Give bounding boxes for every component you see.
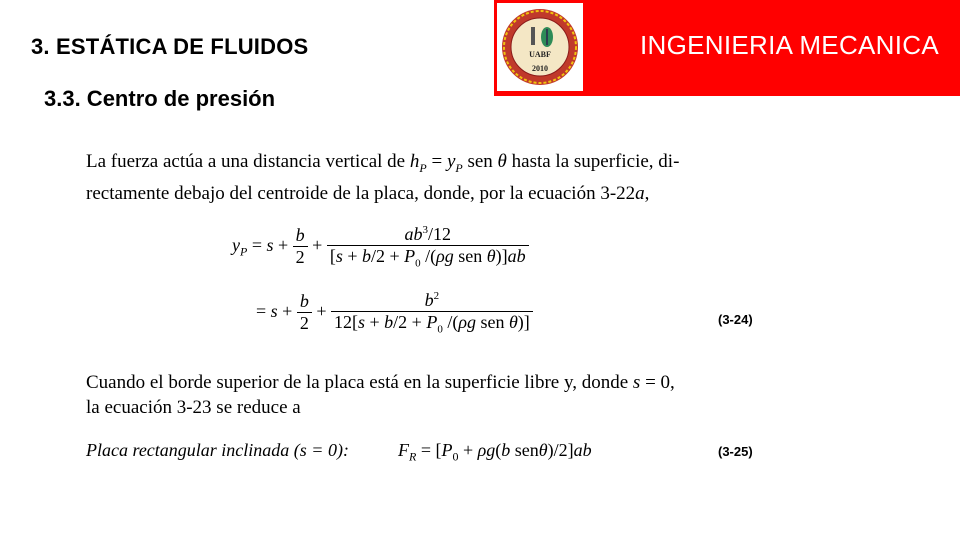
university-logo (497, 3, 583, 91)
equation-3-25: $F_R = [P_0 + \rho g(b$ senθ)/2]ab (398, 440, 592, 464)
para2-text-b: la ecuación 3-23 se reduce a (86, 397, 301, 418)
paragraph-1: La fuerza actúa a una distancia vertical de $h_P = y_P$ sen θ hasta la superficie, di- rectamente debajo del centroide de la placa, donde, por la ecuación 3-22a, (86, 151, 680, 204)
para2-text-a: Cuando el borde superior de la placa está en la superficie libre y, donde (86, 372, 629, 393)
equation-3-24: $y_P = s$ + $\frac{b}{2}$ + $\frac{ab^3/12}{[s + b/2 + P_0 /(\rho g sen \theta)]ab}$ = s + $\frac{b}{2}$ + $\frac{b^2}{12[s + b/2 + P_0 /(\rho g sen \theta)]}$ (232, 224, 772, 344)
logo-acronym: UABF (529, 50, 551, 59)
logo-year: 2010 (532, 64, 548, 73)
page-title: 3. ESTÁTICA DE FLUIDOS (31, 34, 309, 59)
banner-title: INGENIERIA MECANICA (640, 30, 939, 60)
case-label: Placa rectangular inclinada (s = 0): (86, 440, 349, 460)
paragraph-2: Cuando el borde superior de la placa está en la superficie libre y, donde s = 0, la ecuación 3-23 se reduce a (86, 372, 675, 418)
equation-number-3-25: (3-25) (718, 444, 753, 459)
section-subtitle: 3.3. Centro de presión (44, 86, 276, 111)
university-seal-icon (500, 7, 580, 87)
para1-text-c: rectamente debajo del centroide de la placa, donde, por la ecuación 3-22 (86, 182, 636, 204)
para1-text-b: hasta la superficie, di- (511, 151, 680, 172)
para1-text-end: , (644, 182, 650, 204)
para1-text-a: La fuerza actúa a una distancia vertical de (86, 151, 406, 172)
equation-number-3-24: (3-24) (718, 312, 753, 327)
